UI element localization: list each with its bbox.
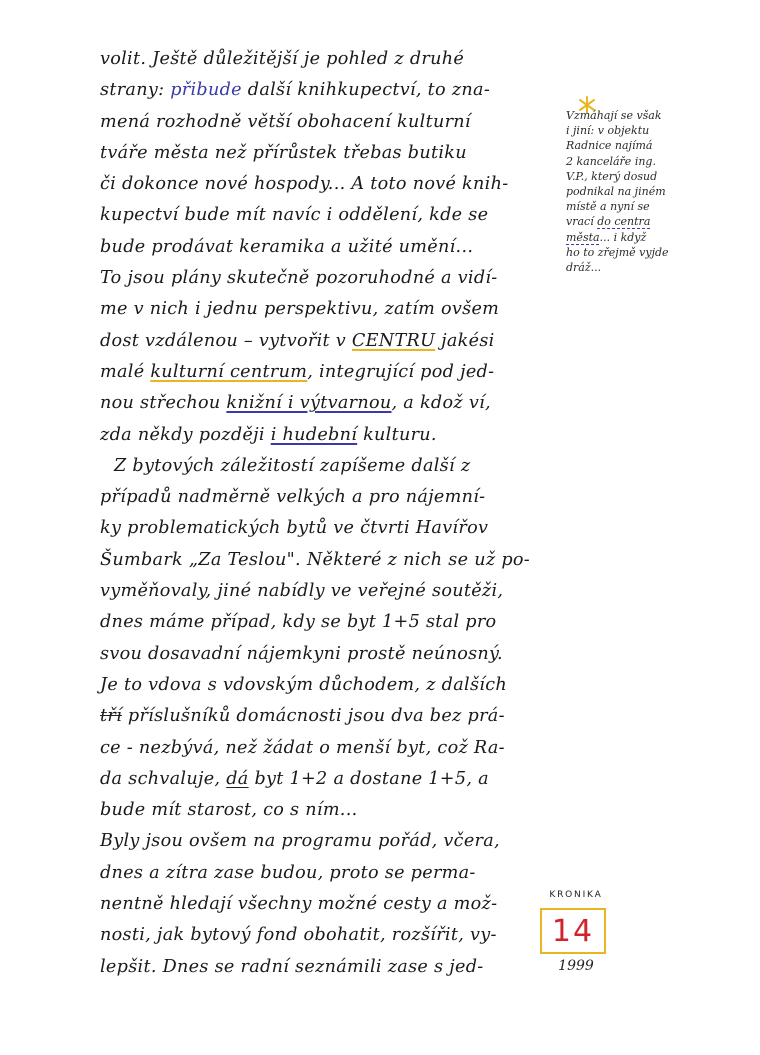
margin-note	[566, 108, 716, 275]
text-span: svou dosavadní nájemkyni prostě neúnosný.	[100, 643, 503, 664]
text-line	[100, 795, 540, 826]
note-line: Radnice najímá	[566, 139, 653, 153]
text-line	[100, 764, 540, 795]
text-line	[100, 75, 540, 106]
text-line	[100, 733, 540, 764]
text-span: byt 1+2 a dostane 1+5, a	[248, 768, 489, 789]
text-span: bude mít starost, co s ním...	[100, 800, 358, 821]
text-span: vrací	[566, 215, 598, 229]
text-span: strany:	[100, 80, 171, 101]
text-span: mená rozhodně větší obohacení kulturní	[100, 111, 471, 132]
text-line	[100, 357, 540, 388]
underlined-word: dá	[226, 768, 249, 789]
text-span: jakési	[435, 330, 495, 351]
text-line	[100, 826, 540, 857]
text-span: me v nich i jednu perspektivu, zatím ovšem	[100, 299, 500, 320]
text-span: bude prodávat keramika a užité umění...	[100, 236, 474, 257]
note-line: dráž...	[566, 261, 602, 275]
text-span: další knihkupectví, to zna-	[241, 80, 491, 101]
text-line	[100, 639, 540, 670]
text-span: , a kdož ví,	[391, 393, 491, 414]
text-span: da schvaluje,	[100, 768, 227, 789]
text-line	[100, 670, 540, 701]
text-span: kupectví bude mít navíc i oddělení, kde se	[100, 205, 489, 226]
text-line	[100, 451, 540, 482]
underlined-note: města	[566, 230, 600, 244]
text-line	[100, 607, 540, 638]
text-span: ky problematických bytů ve čtvrti Havířov	[100, 518, 489, 539]
text-span: ce - nezbývá, než žádat o menší byt, což Ra-	[100, 737, 505, 758]
note-line	[566, 214, 716, 229]
text-span: Šumbark „Za Teslou". Některé z nich se už po-	[100, 549, 531, 570]
text-line	[100, 513, 540, 544]
text-line	[100, 200, 540, 231]
note-line	[566, 230, 716, 245]
text-line	[100, 858, 540, 889]
text-line	[100, 952, 540, 983]
page-number-box	[540, 908, 606, 954]
text-span: volit. Ještě důležitější je pohled z druhé	[100, 49, 465, 69]
text-line	[100, 232, 540, 263]
text-span: dnes máme případ, kdy se byt 1+5 stal pro	[100, 612, 497, 633]
text-span: případů nadměrně velkých a pro nájemní-	[100, 487, 486, 508]
handwritten-main-text	[100, 44, 540, 983]
text-span: či dokonce nové hospody... A toto nové knih-	[100, 174, 509, 195]
text-line	[100, 576, 540, 607]
note-line: ho to zřejmě vyjde	[566, 245, 669, 259]
note-line: 2 kanceláře ing.	[566, 154, 656, 168]
chronicle-year: 1999	[558, 958, 594, 974]
text-span: dost vzdálenou – vytvořit v	[100, 330, 352, 351]
text-line	[100, 263, 540, 294]
text-span: vyměňovaly, jiné nabídly ve veřejné soutěži,	[100, 581, 504, 602]
text-line	[100, 294, 540, 325]
text-line	[100, 545, 540, 576]
note-line: Vzmáhají se však	[566, 109, 662, 122]
underlined-music: i hudební	[270, 424, 358, 445]
note-line: místě a nyní se	[566, 200, 650, 214]
text-span: zda někdy později	[100, 424, 271, 445]
text-line	[100, 701, 540, 732]
underlined-book-art: knižní i výtvarnou	[226, 393, 392, 414]
text-line	[100, 889, 540, 920]
text-line	[100, 138, 540, 169]
text-line	[100, 326, 540, 357]
text-span: dnes a zítra zase budou, proto se perma-	[100, 862, 476, 883]
text-line	[100, 920, 540, 951]
kronika-label: KRONIKA	[549, 890, 603, 900]
text-span: nentně hledají všechny možné cesty a mož-	[100, 894, 498, 915]
page-number: 14	[551, 913, 595, 949]
text-line	[100, 169, 540, 200]
text-span: kulturu.	[357, 424, 437, 445]
text-span: Je to vdova s vdovským důchodem, z dalších	[100, 674, 507, 695]
text-line	[100, 44, 540, 75]
text-span: Byly jsou ovšem na programu pořád, včera,	[100, 831, 500, 852]
note-line: i jiní: v objektu	[566, 124, 650, 138]
text-line	[100, 388, 540, 419]
text-span: nosti, jak bytový fond obohatit, rozšířit, vy-	[100, 925, 497, 946]
text-line	[100, 420, 540, 451]
text-span: lepšit. Dnes se radní seznámili zase s jed-	[100, 956, 484, 977]
underlined-centrum: CENTRU	[351, 330, 436, 351]
underlined-cultural-centre: kulturní centrum	[150, 361, 308, 382]
text-span: To jsou plány skutečně pozoruhodné a vidí-	[100, 268, 498, 289]
text-span: , integrující pod jed-	[307, 361, 495, 382]
text-span: malé	[100, 361, 151, 382]
highlighted-word: přibude	[170, 80, 242, 101]
text-line	[100, 107, 540, 138]
text-span: příslušníků domácnosti jsou dva bez prá-	[122, 706, 505, 727]
struck-word: tří	[100, 706, 123, 727]
text-span: nou střechou	[100, 393, 227, 414]
underlined-note: do centra	[597, 215, 651, 229]
note-line: podnikal na jiném	[566, 185, 666, 199]
text-span: Z bytových záležitostí zapíšeme další z	[114, 455, 471, 476]
note-line: V.P., který dosud	[566, 169, 658, 183]
text-line	[100, 482, 540, 513]
text-span: ... i když	[599, 230, 647, 244]
text-span: tváře města než přírůstek třebas butiku	[100, 142, 467, 163]
